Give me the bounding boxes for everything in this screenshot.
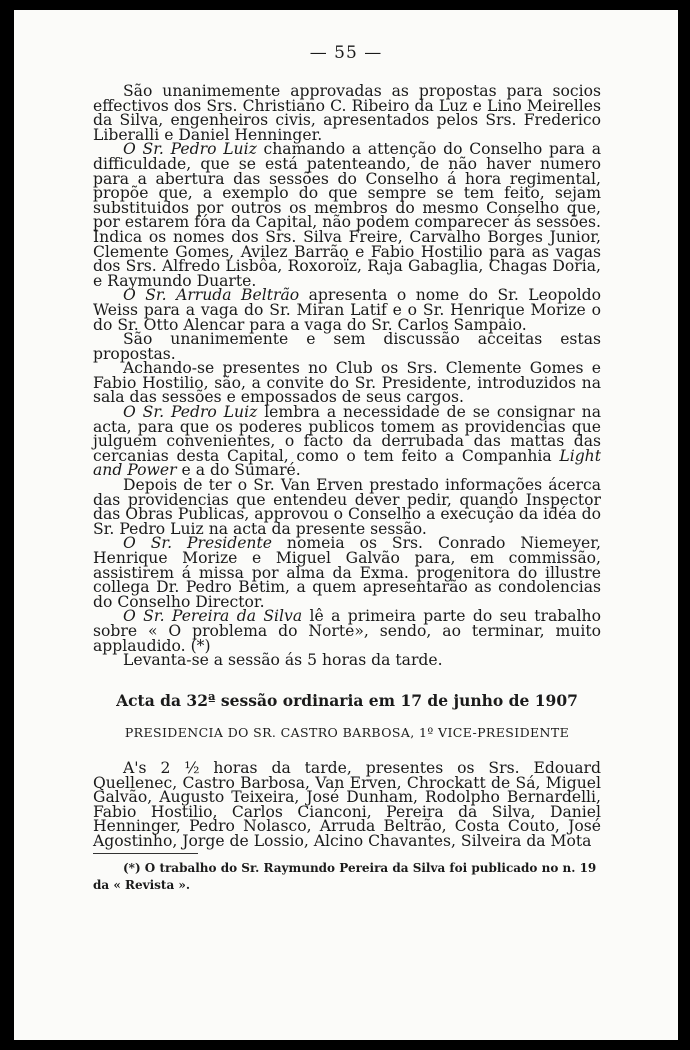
paragraph-acceptance: São unanimemente e sem discussão acceitas estas propostas. — [93, 330, 601, 363]
page-number: — 55 — — [309, 43, 383, 63]
paragraph-text: chamando a attenção do Conselho para a difficuldade, que se está patenteando, de não haver numero para a abertura das sessões do Conselho á hora regimental, propõe que, a exemplo do que sempre se tem feito, sejam substituidos por outros os membros do mesmo Conselho que, por estarem fóra da Capital, não podem comparecer ás sessões. Indica os nomes dos Srs. Silva Freire, Carvalho Borges Junior, Clemente Gomes, Avilez Barrão e Fabio Hostilio para as vagas dos Srs. Alfredo Lisbôa, Roxoroïz, Raja Gabaglia, Chagas Doria, e Raymundo Duarte. — [93, 140, 601, 290]
paragraph-text: nomeia os Srs. Conrado Niemeyer, Henrique Morize e Miguel Galvão para, em commissão, assistirem á missa por alma da Exma. progenitora do illustre collega Dr. Pedro Betim, a quem apresentarão as condolencias do Conselho Director. — [93, 534, 601, 611]
footnote-line-1: (*) O trabalho do Sr. Raymundo Pereira da Silva foi publicado no n. 19 — [123, 860, 597, 875]
paragraph-arruda-beltrao — [93, 288, 601, 332]
document-body — [93, 84, 601, 894]
document-page — [14, 10, 678, 1040]
paragraph-text: lembra a necessidade de se consignar na acta, para que os poderes publicos tomem as providencias que julguem convenientes, o facto da derrubada das mattas das cercanias desta Capital, como o tem feito a Companhia — [93, 403, 601, 465]
speaker-name: O Sr. Presidente — [123, 534, 272, 553]
paragraph-forest-note — [93, 405, 601, 478]
speaker-name: O Sr. Pereira da Silva — [123, 607, 303, 626]
section-heading: Acta da 32ª sessão ordinaria em 17 de junho de 1907 — [116, 690, 578, 710]
footnote-line-2: da « Revista ». — [93, 877, 191, 892]
paragraph-attendance: A's 2 ½ horas da tarde, presentes os Srs. Edouard Quellenec, Castro Barbosa, Van Erven, Chrockatt de Sá, Miguel Galvão, Augusto Teixeira, José Dunham, Rodolpho Bernardelli, Fabio Hostilio, Carlos Cianconi, Pereira da Silva, Daniel Henninger, Pedro Nolasco, Arruda Beltrão, Costa Couto, José Agostinho, Jorge de Lossio, Alcino Chavantes, Silveira da Mota — [93, 758, 601, 850]
speaker-name: O Sr. Pedro Luiz — [123, 403, 258, 422]
paragraph-pedro-luiz-proposal — [93, 142, 601, 288]
paragraph-text-end: e a do Sumaré. — [176, 461, 301, 480]
speaker-name: O Sr. Pedro Luiz — [123, 140, 257, 159]
paragraph-adjournment: Levanta-se a sessão ás 5 horas da tarde. — [123, 651, 443, 670]
paragraph-approval: São unanimemente approvadas as propostas para socios effectivos dos Srs. Christiano C. Ribeiro da Luz e Lino Meirelles da Silva, engenheiros civis, apresentados pelos Srs. Frederico Liberalli e Daniel Henninger. — [93, 82, 601, 144]
footnote-divider — [93, 853, 198, 854]
paragraph-investiture: Achando-se presentes no Club os Srs. Clemente Gomes e Fabio Hostilio, são, a convite do Sr. Presidente, introduzidos na sala das sessões e empossados de seus cargos. — [93, 359, 601, 407]
paragraph-commission — [93, 536, 601, 609]
paragraph-lecture — [93, 609, 601, 653]
paragraph-van-erven: Depois de ter o Sr. Van Erven prestado informações ácerca das providencias que entendeu dever pedir, quando Inspector das Obras Publicas, approvou o Conselho a execução da idéa do Sr. Pedro Luiz na acta da presente sessão. — [93, 476, 601, 538]
speaker-name: O Sr. Arruda Beltrão — [123, 286, 300, 305]
company-name: Light and Power — [93, 446, 601, 480]
paragraph-text: apresenta o nome do Sr. Leopoldo Weiss para a vaga do Sr. Miran Latif e o Sr. Henrique Morize o do Sr. Otto Alencar para a vaga do Sr. Carlos Sampaio. — [93, 286, 602, 334]
paragraph-text: lê a primeira parte do seu trabalho sobre « O problema do Norte», sendo, ao terminar, muito applaudido. (*) — [93, 607, 601, 655]
section-subheading: PRESIDENCIA DO SR. CASTRO BARBOSA, 1º VICE-PRESIDENTE — [124, 725, 570, 741]
